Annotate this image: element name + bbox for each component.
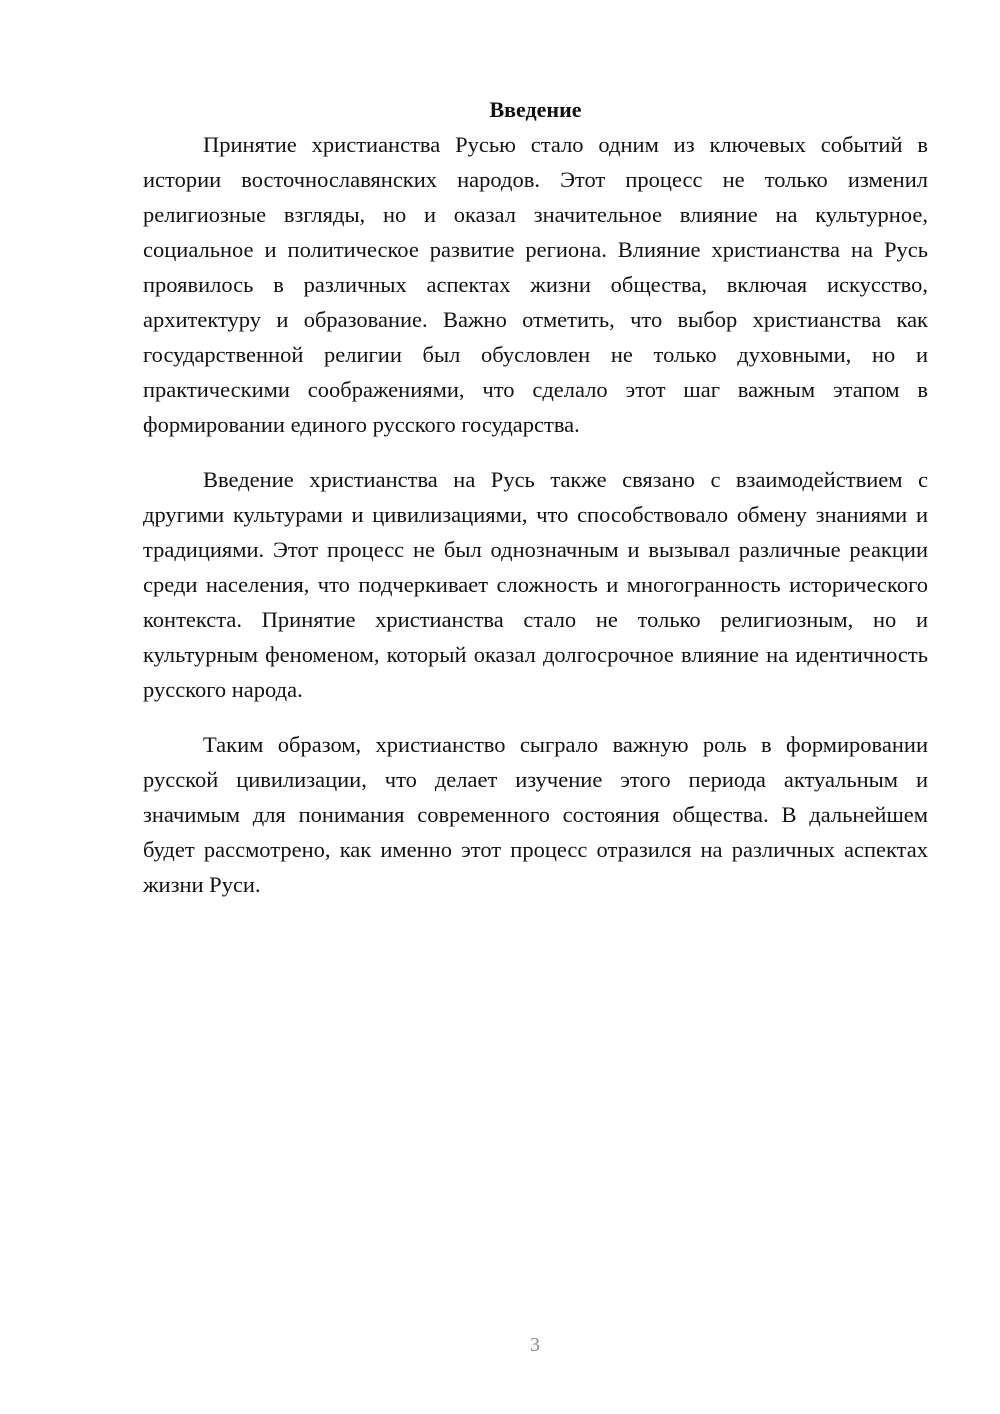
section-heading: Введение bbox=[489, 97, 582, 122]
paragraph-2: Введение христианства на Русь также связано с взаимодействием с другими культурами и цивилизациями, что способствовало обмену знаниями и традициями. Этот процесс не был однозначным и вызывал различные реакции среди населения, что подчеркивает сложность и многогранность исторического контекста. Принятие христианства стало не только религиозным, но и культурным феноменом, который оказал долгосрочное влияние на идентичность русского народа. bbox=[143, 467, 928, 702]
page-number: 3 bbox=[530, 1334, 540, 1356]
document-body bbox=[143, 92, 928, 902]
paragraph-1: Принятие христианства Русью стало одним из ключевых событий в истории восточнославянских народов. Этот процесс не только изменил религиозные взгляды, но и оказал значительное влияние на культурное, социальное и политическое развитие региона. Влияние христианства на Русь проявилось в различных аспектах жизни общества, включая искусство, архитектуру и образование. Важно отметить, что выбор христианства как государственной религии был обусловлен не только духовными, но и практическими соображениями, что сделало этот шаг важным этапом в формировании единого русского государства. bbox=[143, 132, 928, 437]
paragraph-3: Таким образом, христианство сыграло важную роль в формировании русской цивилизации, что делает изучение этого периода актуальным и значимым для понимания современного состояния общества. В дальнейшем будет рассмотрено, как именно этот процесс отразился на различных аспектах жизни Руси. bbox=[143, 732, 928, 897]
